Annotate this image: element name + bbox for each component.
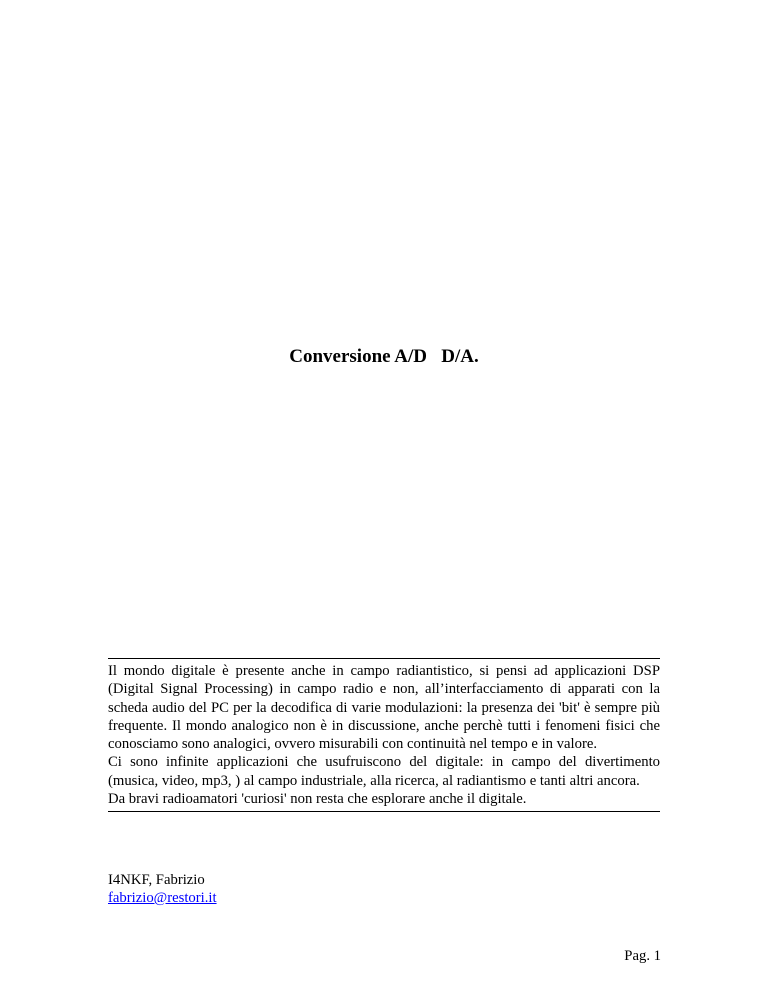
abstract-paragraph-2: Ci sono infinite applicazioni che usufruiscono del digitale: in campo del divertimento (musica, video, mp3, ) al campo industriale, alla ricerca, al radiantismo e tanti altri ancora.	[108, 754, 660, 789]
abstract-paragraph-3: Da bravi radioamatori 'curiosi' non resta che esplorare anche il digitale.	[108, 791, 527, 808]
page-number: Pag. 1	[624, 948, 661, 964]
email-link[interactable]: fabrizio@restori.it	[108, 890, 217, 906]
abstract-box	[108, 658, 660, 812]
abstract-paragraph-1: Il mondo digitale è presente anche in campo radiantistico, si pensi ad applicazioni DSP (Digital Signal Processing) in campo radio e non, all’interfacciamento di apparati con la scheda audio del PC per la decodifica di varie modulazioni: la presenza dei 'bit' è sempre più frequente. Il mondo analogico non è in discussione, anche perchè tutti i fenomeni fisici che conosciamo sono analogici, ovvero misurabili con continuità nel tempo e in valore.	[108, 663, 660, 753]
author-name: I4NKF, Fabrizio	[108, 872, 205, 888]
document-title: Conversione A/D D/A.	[289, 346, 479, 367]
